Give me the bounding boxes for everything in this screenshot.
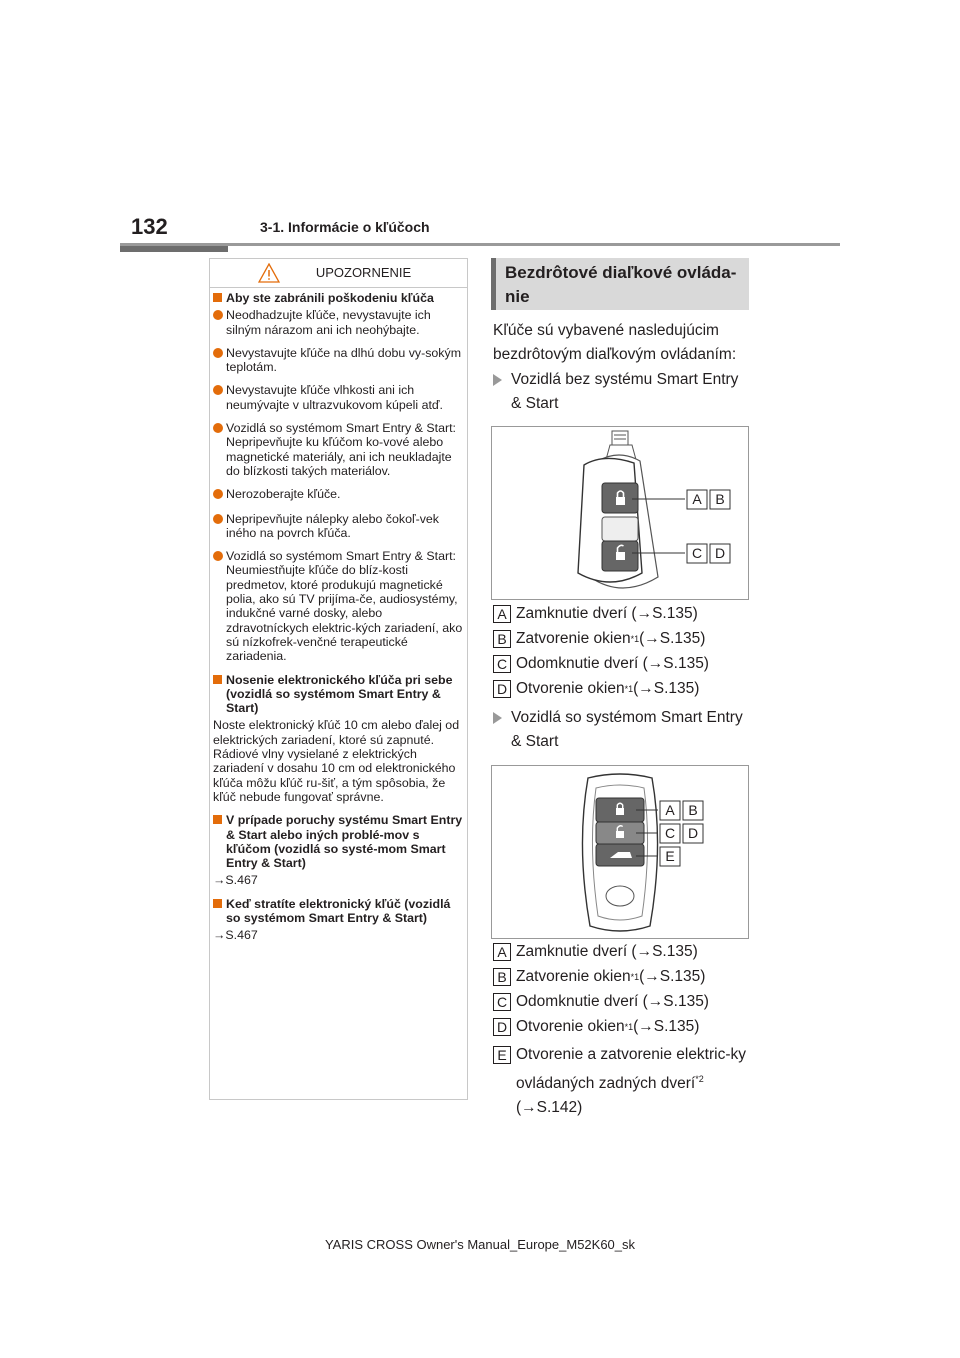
- round-bullet-icon: [213, 348, 223, 358]
- warning-title: UPOZORNENIE: [315, 265, 412, 280]
- warning-bullet: Nerozoberajte kľúče.: [213, 487, 464, 502]
- variant1-title: Vozidlá bez systému Smart Entry & Start: [493, 368, 753, 416]
- legend-item-b: B Zatvorenie okien *1 (→S.135): [493, 630, 705, 648]
- warning-triangle-icon: [258, 263, 280, 283]
- figure-label-b: B: [688, 802, 698, 818]
- legend-item-d: D Otvorenie okien *1 (→S.135): [493, 1018, 699, 1036]
- warning-header: [209, 258, 468, 288]
- warning-heading: Keď stratíte elektronický kľúč (vozidlá so systémom Smart Entry & Start): [213, 897, 464, 926]
- section-heading: Bezdrôtové diaľkové ovláda-nie: [491, 258, 749, 310]
- key-figure-smart: [491, 765, 749, 939]
- warning-heading: Nosenie elektronického kľúča pri sebe (vozidlá so systémom Smart Entry & Start): [213, 673, 464, 716]
- warning-reference: →S.467: [213, 928, 258, 943]
- square-bullet-icon: [213, 675, 222, 684]
- warning-bullet: Vozidlá so systémom Smart Entry & Start: Neumiestňujte kľúče do blíz-kosti predmetov, ktoré produkujú magnetické polia, ako sú TV prijíma-če, audiosystémy, indukčné varné dosky, alebo zdravotníckych elektric-kých zariadení, ako sú nízkofrek-venčné terapeutické zariadenia.: [213, 549, 464, 663]
- legend-item-c: C Odomknutie dverí (→S.135): [493, 655, 709, 673]
- figure-label-b: B: [715, 491, 725, 507]
- legend-item-c: C Odomknutie dverí (→S.135): [493, 993, 709, 1011]
- intro-text: Kľúče sú vybavené nasledujúcim bezdrôtovým diaľkovým ovládaním:: [493, 322, 737, 363]
- smart-key-illustration: [492, 766, 748, 938]
- round-bullet-icon: [213, 310, 223, 320]
- figure-label-d: D: [687, 825, 699, 841]
- page-number: 132: [131, 214, 168, 239]
- warning-bullet: Vozidlá so systémom Smart Entry & Start: Nepripevňujte ku kľúčom ko-vové alebo magnetické materiály, ani ich neukladajte do blízkosti takých materiálov.: [213, 421, 464, 478]
- warning-body: [213, 291, 464, 952]
- square-bullet-icon: [213, 815, 222, 824]
- warning-bullet: Nepripevňujte nálepky alebo čokoľ-vek iného na povrch kľúča.: [213, 512, 464, 541]
- legend-item-e: E Otvorenie a zatvorenie elektric-ky ovládaných zadných dverí$^{*2}$ (→S.142): [493, 1043, 755, 1120]
- header-rule: [120, 243, 840, 246]
- round-bullet-icon: [213, 514, 223, 524]
- figure-label-d: D: [714, 545, 726, 561]
- header-tab-marker: [120, 246, 228, 252]
- legend-item-d: D Otvorenie okien *1 (→S.135): [493, 680, 699, 698]
- round-bullet-icon: [213, 551, 223, 561]
- legend-item-b: B Zatvorenie okien *1 (→S.135): [493, 968, 705, 986]
- warning-reference: →S.467: [213, 873, 258, 888]
- legend-item-a: A Zamknutie dverí (→S.135): [493, 605, 698, 623]
- warning-bullet: Neodhadzujte kľúče, nevystavujte ich silným nárazom ani ich neohýbajte.: [213, 308, 464, 337]
- variant2-title: Vozidlá so systémom Smart Entry & Start: [493, 706, 755, 754]
- section-title: 3-1. Informácie o kľúčoch: [260, 219, 430, 235]
- figure-label-a: A: [692, 491, 702, 507]
- warning-bullet: Nevystavujte kľúče vlhkosti ani ich neumývajte v ultrazvukovom kúpeli atď.: [213, 383, 464, 412]
- round-bullet-icon: [213, 423, 223, 433]
- standard-key-illustration: [492, 427, 748, 599]
- round-bullet-icon: [213, 489, 223, 499]
- figure-label-c: C: [664, 825, 676, 841]
- figure-label-a: A: [665, 802, 675, 818]
- key-figure-standard: [491, 426, 749, 600]
- triangle-bullet-icon: [493, 712, 502, 724]
- warning-heading: V prípade poruchy systému Smart Entry & Start alebo iných problé-mov s kľúčom (vozidlá so systé-mom Smart Entry & Start): [213, 813, 464, 870]
- figure-label-c: C: [691, 545, 703, 561]
- warning-bullet: Nevystavujte kľúče na dlhú dobu vy-sokým teplotám.: [213, 346, 464, 375]
- warning-heading: Aby ste zabránili poškodeniu kľúča: [213, 291, 464, 305]
- legend-item-a: A Zamknutie dverí (→S.135): [493, 943, 698, 961]
- square-bullet-icon: [213, 293, 222, 302]
- triangle-bullet-icon: [493, 374, 502, 386]
- round-bullet-icon: [213, 385, 223, 395]
- warning-paragraph: Noste elektronický kľúč 10 cm alebo ďalej od elektrických zariadení, ktoré sú zapnuté. Rádiové vlny vysielané z elektrických zariadení v dosahu 10 cm od elektronického kľúča môžu kľúč ru-šiť, a tým spôsobia, že kľúč nebude fungovať správne.: [213, 718, 460, 804]
- figure-label-e: E: [665, 848, 675, 864]
- footer-text: YARIS CROSS Owner's Manual_Europe_M52K60_sk: [324, 1237, 636, 1252]
- square-bullet-icon: [213, 899, 222, 908]
